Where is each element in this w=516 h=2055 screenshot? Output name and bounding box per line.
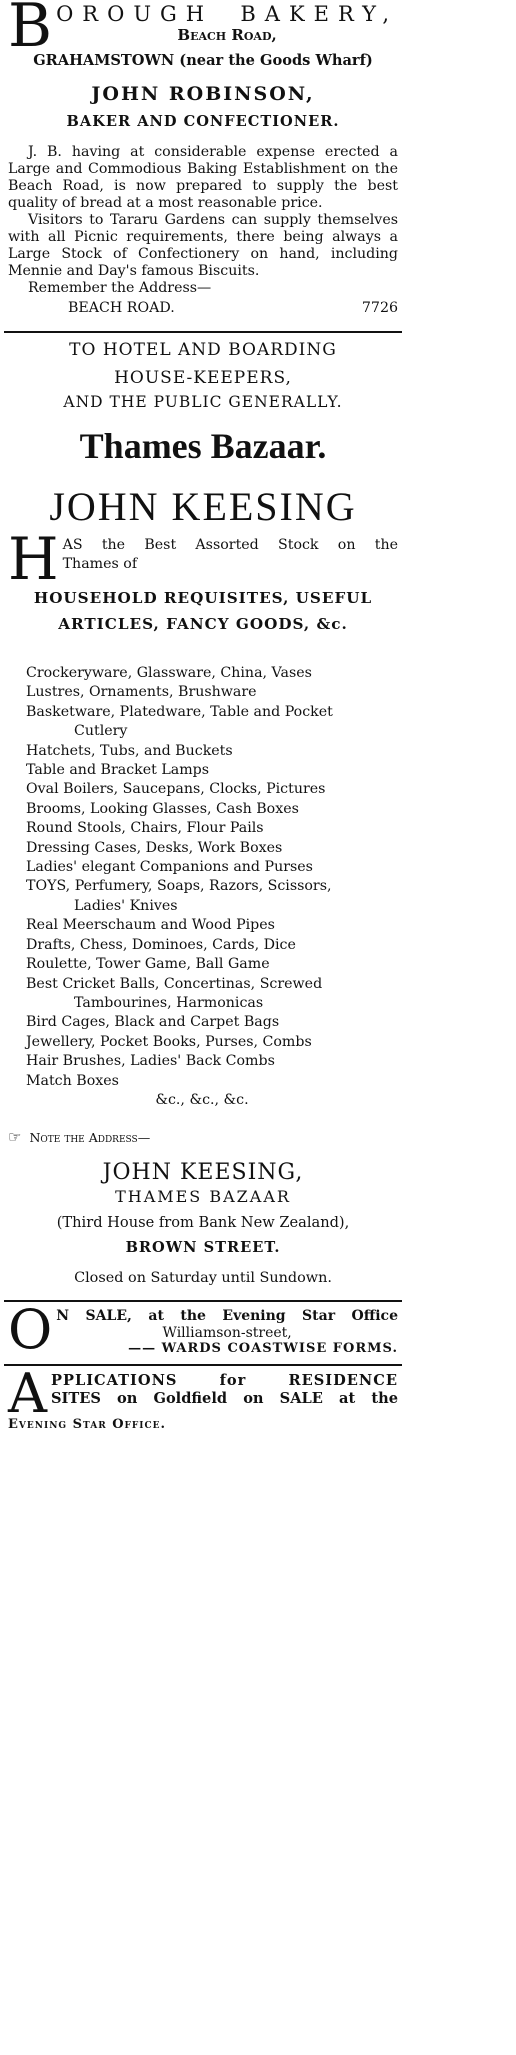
sale-line-2: Williamson-street, bbox=[162, 1324, 292, 1341]
bakery-street: Beach Road, bbox=[177, 26, 277, 44]
list-item: Jewellery, Pocket Books, Purses, Combs bbox=[26, 1033, 312, 1050]
list-item: Oval Boilers, Saucepans, Clocks, Pictures bbox=[26, 781, 326, 798]
bazaar-dropcap: H bbox=[8, 525, 59, 593]
list-item: Table and Bracket Lamps bbox=[26, 762, 210, 779]
sale-line-1: N SALE, at the Evening Star Office bbox=[56, 1308, 398, 1325]
bakery-owner: JOHN ROBINSON, bbox=[91, 83, 315, 105]
list-item: Lustres, Ornaments, Brushware bbox=[26, 684, 257, 701]
bazaar-note-text: Note the Address— bbox=[29, 1129, 151, 1145]
list-item: Crockeryware, Glassware, China, Vases bbox=[26, 665, 312, 681]
list-item: Roulette, Tower Game, Ball Game bbox=[26, 956, 270, 973]
bazaar-heading-line-1: HOUSEHOLD REQUISITES, USEFUL bbox=[33, 589, 373, 607]
bakery-ad-number: 7726 bbox=[361, 300, 398, 316]
bazaar-goods-list bbox=[8, 664, 398, 1110]
bazaar-public: AND THE PUBLIC GENERALLY. bbox=[63, 393, 343, 411]
bazaar-ad bbox=[4, 339, 402, 1286]
list-item: TOYS, Perfumery, Soaps, Razors, Scissors, bbox=[26, 878, 332, 895]
applications-dropcap: A bbox=[8, 1361, 47, 1425]
newspaper-column bbox=[4, 2, 402, 2055]
applications-ad bbox=[4, 1361, 402, 1432]
applications-line-2: SITES on Goldfield on SALE at the bbox=[51, 1389, 398, 1407]
bazaar-to-line-2: HOUSE-KEEPERS, bbox=[114, 368, 292, 388]
sale-line-3: —— WARDS COASTWISE FORMS. bbox=[128, 1341, 398, 1357]
list-etc: &c., &c., &c. bbox=[155, 1091, 249, 1108]
bazaar-address-name: JOHN KEESING, bbox=[102, 1160, 304, 1186]
bazaar-third-house: (Third House from Bank New Zealand), bbox=[56, 1214, 350, 1232]
bazaar-note bbox=[8, 1128, 398, 1146]
bazaar-address-place: THAMES BAZAAR bbox=[115, 1187, 291, 1207]
list-item: Round Stools, Chairs, Flour Pails bbox=[26, 820, 264, 837]
list-item: Bird Cages, Black and Carpet Bags bbox=[26, 1014, 280, 1031]
list-item: Ladies' elegant Companions and Purses bbox=[26, 859, 313, 876]
bazaar-to-line-1: TO HOTEL AND BOARDING bbox=[69, 340, 337, 360]
sale-dropcap: O bbox=[8, 1298, 53, 1362]
bazaar-intro-line-2: Thames of bbox=[62, 556, 138, 572]
bazaar-intro bbox=[8, 525, 398, 593]
list-item: Dressing Cases, Desks, Work Boxes bbox=[26, 839, 283, 856]
applications-line-1: PPLICATIONS for RESIDENCE bbox=[51, 1371, 398, 1389]
bakery-dropcap: B bbox=[8, 0, 53, 61]
list-item: Match Boxes bbox=[26, 1072, 119, 1089]
bakery-town: GRAHAMSTOWN (near the Goods Wharf) bbox=[33, 52, 373, 69]
list-item: Ladies' Knives bbox=[74, 897, 178, 914]
bazaar-street: BROWN STREET. bbox=[125, 1239, 281, 1257]
list-item: Basketware, Platedware, Table and Pocket bbox=[26, 703, 333, 720]
bakery-address-line bbox=[8, 299, 398, 317]
list-item: Real Meerschaum and Wood Pipes bbox=[26, 917, 275, 934]
list-item: Brooms, Looking Glasses, Cash Boxes bbox=[26, 800, 299, 817]
bakery-paragraph-1: J. B. having at considerable expense erected a Large and Commodious Baking Establishment on the Beach Road, is now prepared to supply the best quality of bread at a most reasonable price. bbox=[8, 144, 398, 211]
bakery-paragraph-2: Visitors to Tararu Gardens can supply themselves with all Picnic requirements, there being always a Large Stock of Confectionery on hand, including Mennie and Day's famous Biscuits. bbox=[8, 212, 398, 279]
bazaar-closed: Closed on Saturday until Sundown. bbox=[74, 1270, 332, 1287]
bazaar-intro-line-1: AS the Best Assorted Stock on the bbox=[62, 537, 398, 553]
bazaar-proprietor: JOHN KEESING bbox=[49, 484, 357, 529]
applications-line-3: Evening Star Office. bbox=[8, 1416, 167, 1432]
bakery-name: OROUGH BAKERY, bbox=[56, 2, 398, 26]
bakery-remember: Remember the Address— bbox=[28, 280, 212, 296]
bazaar-title: Thames Bazaar. bbox=[79, 426, 327, 466]
divider bbox=[4, 331, 402, 333]
list-item: Hair Brushes, Ladies' Back Combs bbox=[26, 1053, 275, 1070]
bakery-address: BEACH ROAD. bbox=[68, 300, 175, 316]
list-item: Tambourines, Harmonicas bbox=[74, 994, 264, 1011]
divider bbox=[4, 1364, 402, 1366]
list-item: Best Cricket Balls, Concertinas, Screwed bbox=[26, 975, 323, 992]
bakery-role: BAKER AND CONFECTIONER. bbox=[66, 113, 340, 130]
pointing-hand-icon: ☞ bbox=[8, 1128, 22, 1147]
divider bbox=[4, 1300, 402, 1302]
bakery-ad bbox=[4, 2, 402, 317]
sale-ad bbox=[4, 1298, 402, 1362]
bazaar-heading-line-2: ARTICLES, FANCY GOODS, &c. bbox=[58, 615, 348, 633]
list-item: Cutlery bbox=[74, 723, 128, 740]
list-item: Drafts, Chess, Dominoes, Cards, Dice bbox=[26, 936, 296, 953]
list-item: Hatchets, Tubs, and Buckets bbox=[26, 742, 233, 759]
